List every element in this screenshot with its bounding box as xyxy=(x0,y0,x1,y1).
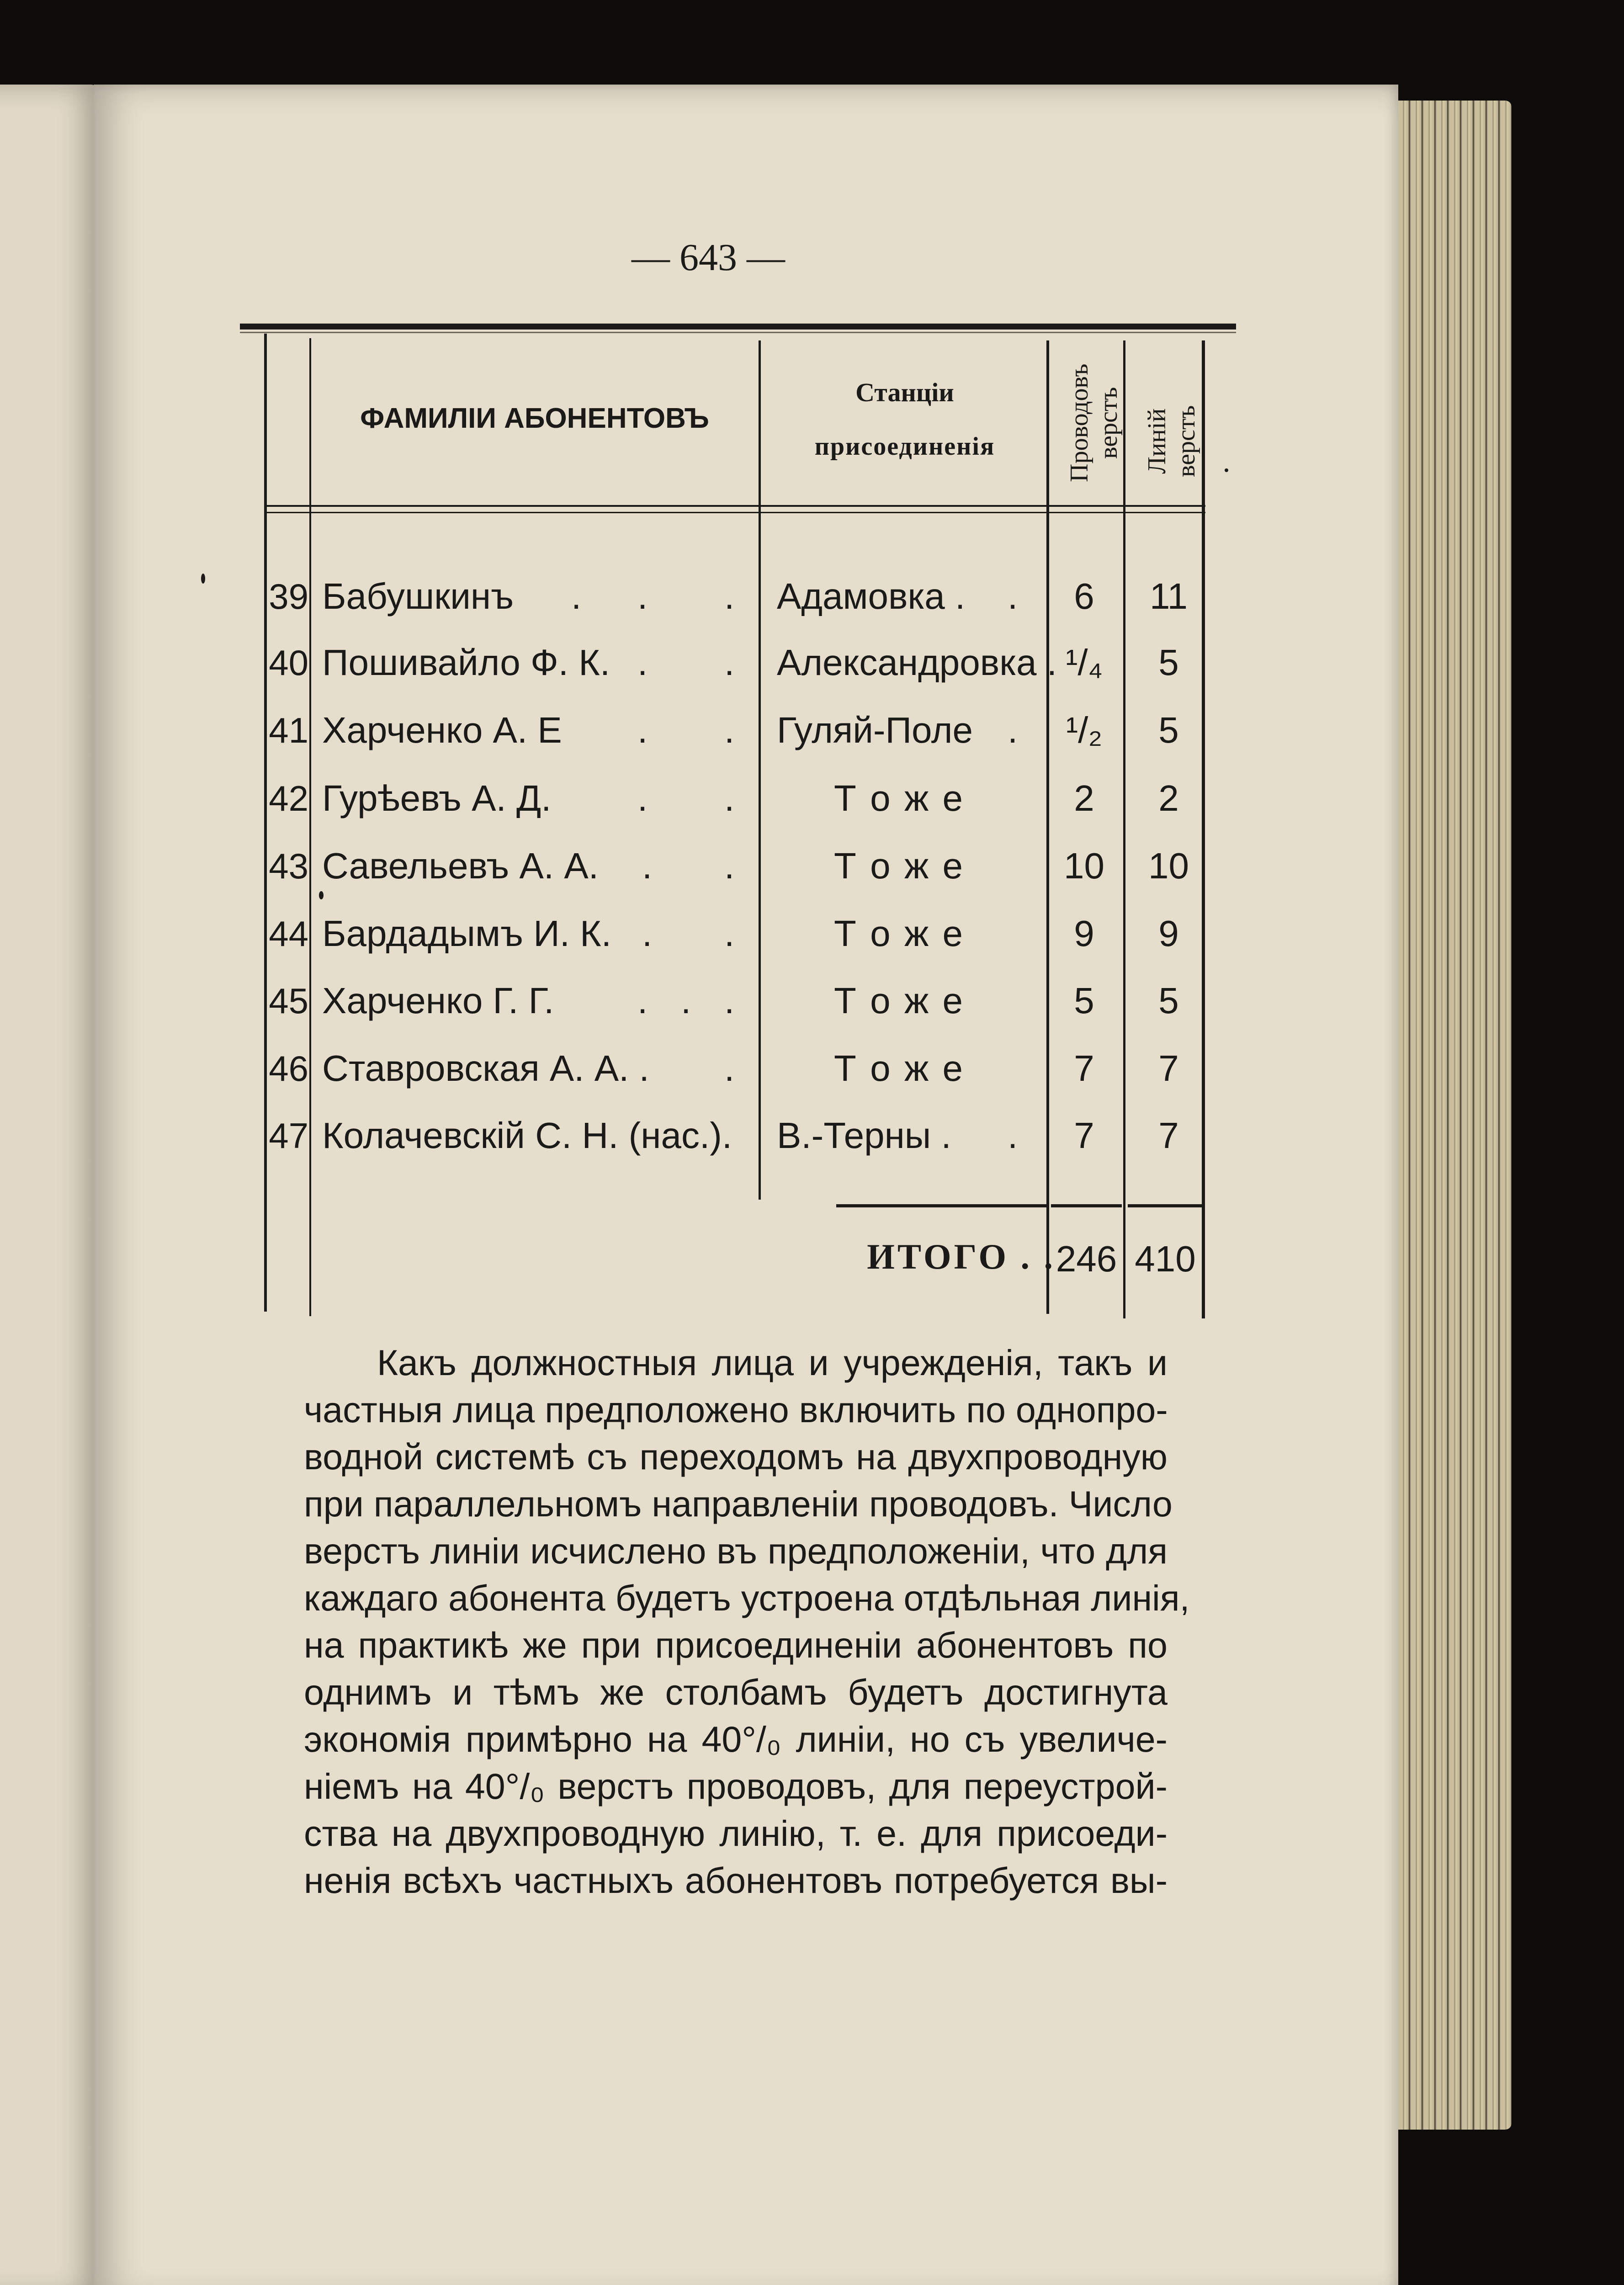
dot-leader: . xyxy=(637,576,648,616)
total-rule-lines xyxy=(1128,1204,1203,1207)
station-name: Александровка . xyxy=(777,642,1057,683)
row-number: 46 xyxy=(269,1048,308,1089)
dot-leader: . xyxy=(724,710,735,750)
wires-versts: 5 xyxy=(1074,980,1094,1021)
wires-versts: 9 xyxy=(1074,913,1094,954)
subscriber-name: Бабушкинъ xyxy=(322,576,514,616)
row-number: 40 xyxy=(269,643,308,683)
lines-versts: 2 xyxy=(1158,778,1179,818)
row-number: 41 xyxy=(269,710,308,750)
left-page-edge xyxy=(0,85,98,2285)
body-line: однимъ и тѣмъ же столбамъ будетъ достигнута xyxy=(304,1672,1168,1712)
row-number: 43 xyxy=(269,846,308,886)
subscriber-name: Харченко Г. Г. xyxy=(322,980,554,1021)
header-bottom-rule-2 xyxy=(264,512,1205,513)
total-lines: 410 xyxy=(1135,1238,1196,1279)
table-top-rule xyxy=(240,324,1236,329)
header-lines: Линій верстъ xyxy=(1143,405,1200,477)
dot-leader: . xyxy=(642,913,653,954)
body-line: ства на двухпроводную линію, т. е. для присоеди- xyxy=(304,1813,1168,1854)
dot-leader: . xyxy=(637,642,648,683)
station-name: В.-Терны . xyxy=(777,1115,951,1156)
body-line: частныя лица предположено включить по однопро- xyxy=(304,1389,1168,1430)
lines-versts: 5 xyxy=(1158,980,1179,1021)
dot-leader: . xyxy=(724,1048,735,1089)
station-name: Т о ж е xyxy=(834,845,965,886)
wires-versts: 7 xyxy=(1074,1115,1094,1156)
station-name: Т о ж е xyxy=(834,913,965,954)
table-row xyxy=(0,638,1624,701)
lines-versts: 7 xyxy=(1158,1115,1179,1156)
ink-speck xyxy=(319,891,324,899)
body-line: ненія всѣхъ частныхъ абонентовъ потребуется вы- xyxy=(304,1860,1168,1901)
station-name: Гуляй-Поле xyxy=(777,710,973,750)
station-name: Адамовка . xyxy=(777,576,966,616)
wires-versts: ¹/₂ xyxy=(1066,710,1103,750)
wires-versts: 2 xyxy=(1074,778,1094,818)
subscriber-name: Бардадымъ И. К. xyxy=(322,913,612,954)
lines-versts: 5 xyxy=(1158,642,1179,683)
dot-leader: . xyxy=(1008,710,1018,750)
table-top-rule-thin xyxy=(240,332,1236,333)
row-number: 44 xyxy=(269,914,308,954)
dot-leader: . xyxy=(724,642,735,683)
wires-versts: 10 xyxy=(1064,845,1104,886)
dot-leader: . xyxy=(724,980,735,1021)
dot-leader: . xyxy=(681,980,691,1021)
header-station-2: присоединенія xyxy=(814,432,995,461)
lines-versts: 10 xyxy=(1148,845,1189,886)
dot-leader: . xyxy=(637,710,648,750)
station-name: Т о ж е xyxy=(834,1048,965,1089)
row-number: 45 xyxy=(269,981,308,1021)
station-name: Т о ж е xyxy=(834,980,965,1021)
dot-leader: . xyxy=(724,576,735,616)
table-row xyxy=(0,705,1624,769)
station-name: Т о ж е xyxy=(834,778,965,818)
body-line: каждаго абонента будетъ устроена отдѣльная линія, xyxy=(304,1578,1190,1618)
total-rule xyxy=(836,1204,1046,1207)
wires-versts: 6 xyxy=(1074,576,1094,616)
dot-leader: . xyxy=(724,778,735,818)
lines-versts: 11 xyxy=(1149,576,1188,616)
row-number: 47 xyxy=(269,1116,308,1156)
wires-versts: ¹/₄ xyxy=(1065,642,1103,683)
row-number: 39 xyxy=(269,576,308,616)
dot-leader: . xyxy=(637,980,648,1021)
table-row xyxy=(0,571,1624,635)
total-wires: 246 xyxy=(1056,1238,1117,1279)
lines-versts: 9 xyxy=(1158,913,1179,954)
ink-speck xyxy=(201,574,205,584)
body-line: ніемъ на 40°/₀ верстъ проводовъ, для переустрой- xyxy=(304,1766,1168,1807)
table-row xyxy=(0,909,1624,972)
row-number: 42 xyxy=(269,778,308,818)
ink-speck xyxy=(1225,468,1228,472)
body-line: Какъ должностныя лица и учрежденія, такъ и xyxy=(377,1342,1168,1383)
dot-leader: . xyxy=(1008,1115,1018,1156)
subscriber-name: Колачевскій С. Н. (нас.). xyxy=(322,1115,732,1156)
dot-leader: . xyxy=(637,778,648,818)
body-line: экономія примѣрно на 40°/₀ линіи, но съ увеличе- xyxy=(304,1719,1168,1759)
table-row xyxy=(0,1043,1624,1107)
header-names: ФАМИЛІИ АБОНЕНТОВЪ xyxy=(360,403,709,434)
total-label: ИТОГО . . xyxy=(867,1237,1056,1276)
lines-versts: 5 xyxy=(1158,710,1179,750)
subscriber-name: Ставровская А. А. . xyxy=(322,1048,649,1089)
dot-leader: . xyxy=(1008,576,1018,616)
header-station-1: Станціи xyxy=(855,377,954,407)
dot-leader: . xyxy=(724,913,735,954)
subscriber-name: Гурѣевъ А. Д. xyxy=(322,778,552,818)
header-wires: Проводовъ верстъ xyxy=(1065,363,1123,482)
body-line: на практикѣ же при присоединеніи абонентовъ по xyxy=(304,1625,1168,1665)
body-line: водной системѣ съ переходомъ на двухпроводную xyxy=(304,1436,1168,1477)
table-row xyxy=(0,976,1624,1040)
table-row xyxy=(0,841,1624,905)
body-line: при параллельномъ направленіи проводовъ. Число xyxy=(304,1483,1173,1524)
body-paragraph xyxy=(304,1339,1190,1904)
subscriber-name: Савельевъ А. А. xyxy=(322,845,599,886)
dot-leader: . xyxy=(571,576,582,616)
header-bottom-rule xyxy=(264,505,1205,507)
dot-leader: . xyxy=(642,845,653,886)
lines-versts: 7 xyxy=(1158,1048,1179,1089)
dot-leader: . xyxy=(724,845,735,886)
wires-versts: 7 xyxy=(1074,1048,1094,1089)
page-number: — 643 — xyxy=(632,236,785,279)
total-rule-wires xyxy=(1051,1204,1122,1207)
subscriber-name: Пошивайло Ф. К. xyxy=(322,642,610,683)
body-line: верстъ линіи исчислено въ предположеніи, что для xyxy=(304,1530,1168,1571)
table-row xyxy=(0,1111,1624,1174)
subscriber-name: Харченко А. Е xyxy=(322,710,562,750)
table-row xyxy=(0,773,1624,837)
